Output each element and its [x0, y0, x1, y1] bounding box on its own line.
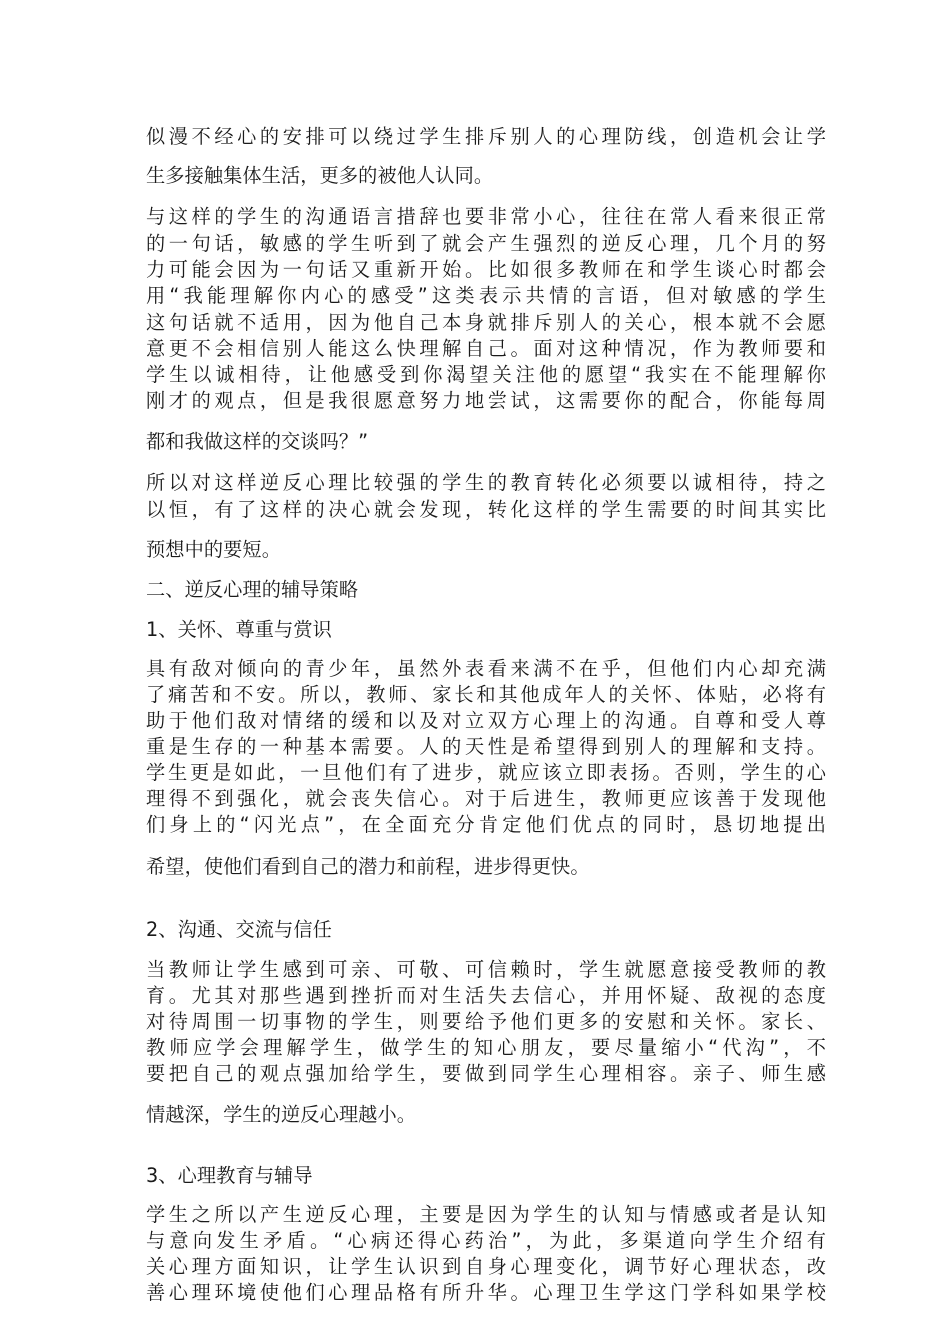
paragraph-line: 以恒，有了这样的决心就会发现，转化这样的学生需要的时间其实比	[146, 498, 826, 521]
paragraph-line: 学生以诚相待，让他感受到你渴望关注他的愿望“我实在不能理解你	[146, 363, 826, 386]
paragraph-line: 理得不到强化，就会丧失信心。对于后进生，教师更应该善于发现他	[146, 787, 826, 810]
paragraph-line: 具有敌对倾向的青少年，虽然外表看来满不在乎，但他们内心却充满	[146, 657, 826, 680]
paragraph-line: 力可能会因为一句话又重新开始。比如很多教师在和学生谈心时都会	[146, 258, 826, 281]
subsection-heading: 3、心理教育与辅导	[146, 1164, 313, 1187]
paragraph-line: 情越深，学生的逆反心理越小。	[146, 1103, 417, 1126]
paragraph-line: 与这样的学生的沟通语言措辞也要非常小心，往往在常人看来很正常	[146, 205, 826, 228]
subsection-heading: 1、关怀、尊重与赏识	[146, 618, 332, 641]
paragraph-line: 当教师让学生感到可亲、可敬、可信赖时，学生就愿意接受教师的教	[146, 958, 826, 981]
paragraph-line: 了痛苦和不安。所以，教师、家长和其他成年人的关怀、体贴，必将有	[146, 683, 826, 706]
paragraph-line: 育。尤其对那些遇到挫折而对生活失去信心，并用怀疑、敌视的态度	[146, 984, 826, 1007]
subsection-heading: 2、沟通、交流与信任	[146, 918, 332, 941]
paragraph-line: 与意向发生矛盾。“心病还得心药治”，为此，多渠道向学生介绍有	[146, 1229, 826, 1252]
paragraph-line: 关心理方面知识，让学生认识到自身心理变化，调节好心理状态，改	[146, 1255, 826, 1278]
paragraph-line: 们身上的“闪光点”，在全面充分肯定他们优点的同时，恳切地提出	[146, 813, 826, 836]
paragraph-line: 似漫不经心的安排可以绕过学生排斥别人的心理防线，创造机会让学	[146, 125, 826, 148]
paragraph-line: 用“我能理解你内心的感受”这类表示共情的言语，但对敏感的学生	[146, 284, 826, 307]
paragraph-line: 都和我做这样的交谈吗？”	[146, 430, 369, 453]
section-heading: 二、逆反心理的辅导策略	[146, 578, 359, 601]
paragraph-line: 助于他们敌对情绪的缓和以及对立双方心理上的沟通。自尊和受人尊	[146, 709, 826, 732]
paragraph-line: 生多接触集体生活，更多的被他人认同。	[146, 164, 494, 187]
paragraph-line: 预想中的要短。	[146, 538, 282, 561]
paragraph-line: 善心理环境使他们心理品格有所升华。心理卫生学这门学科如果学校	[146, 1281, 826, 1304]
paragraph-line: 对待周围一切事物的学生，则要给予他们更多的安慰和关怀。家长、	[146, 1010, 826, 1033]
paragraph-line: 的一句话，敏感的学生听到了就会产生强烈的逆反心理，几个月的努	[146, 232, 826, 255]
paragraph-line: 这句话就不适用，因为他自己本身就排斥别人的关心，根本就不会愿	[146, 311, 826, 334]
paragraph-line: 重是生存的一种基本需要。人的天性是希望得到别人的理解和支持。	[146, 735, 826, 758]
paragraph-line: 意更不会相信别人能这么快理解自己。面对这种情况，作为教师要和	[146, 337, 826, 360]
paragraph-line: 希望，使他们看到自己的潜力和前程，进步得更快。	[146, 855, 590, 878]
paragraph-line: 教师应学会理解学生，做学生的知心朋友，要尽量缩小“代沟”，不	[146, 1036, 826, 1059]
paragraph-line: 要把自己的观点强加给学生，要做到同学生心理相容。亲子、师生感	[146, 1062, 826, 1085]
paragraph-line: 学生之所以产生逆反心理，主要是因为学生的认知与情感或者是认知	[146, 1203, 826, 1226]
paragraph-line: 所以对这样逆反心理比较强的学生的教育转化必须要以诚相待，持之	[146, 471, 826, 494]
paragraph-line: 学生更是如此，一旦他们有了进步，就应该立即表扬。否则，学生的心	[146, 761, 826, 784]
paragraph-line: 刚才的观点，但是我很愿意努力地尝试，这需要你的配合，你能每周	[146, 389, 826, 412]
